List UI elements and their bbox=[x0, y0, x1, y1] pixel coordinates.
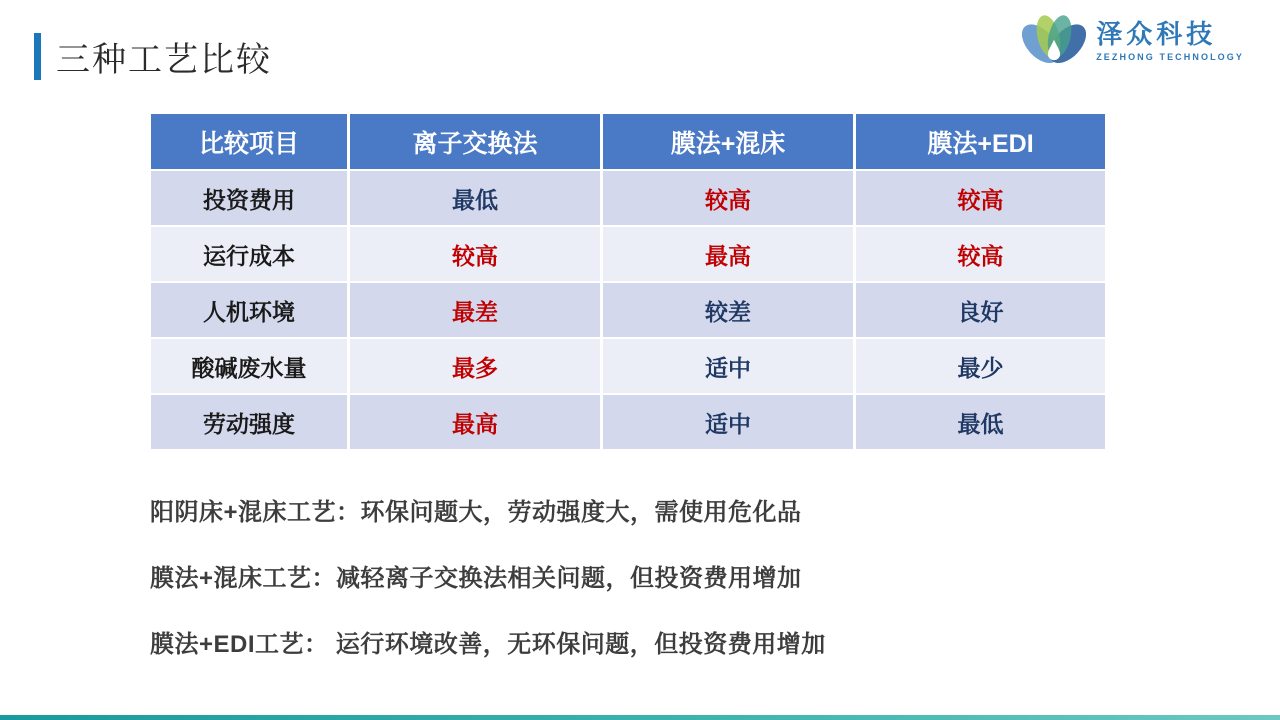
table-cell: 最少 bbox=[856, 339, 1105, 393]
table-cell: 适中 bbox=[603, 339, 853, 393]
table-cell: 最差 bbox=[350, 283, 600, 337]
table-cell: 最多 bbox=[350, 339, 600, 393]
header-cell-item: 比较项目 bbox=[151, 114, 347, 169]
logo-text-block bbox=[1096, 20, 1244, 63]
table-cell: 较高 bbox=[603, 171, 853, 225]
row-label: 酸碱废水量 bbox=[151, 339, 347, 393]
table-row bbox=[151, 283, 1105, 337]
lotus-drop-logo-icon bbox=[1022, 8, 1086, 74]
company-logo bbox=[1022, 8, 1244, 74]
table-row bbox=[151, 227, 1105, 281]
table-row bbox=[151, 339, 1105, 393]
table-cell: 较差 bbox=[603, 283, 853, 337]
logo-company-subtitle: ZEZHONG TECHNOLOGY bbox=[1096, 52, 1244, 63]
table-cell: 较高 bbox=[856, 227, 1105, 281]
table-cell: 良好 bbox=[856, 283, 1105, 337]
logo-company-name: 泽众科技 bbox=[1096, 18, 1217, 49]
note-line-membrane-mixed-bed: 膜法+混床工艺：减轻离子交换法相关问题，但投资费用增加 bbox=[150, 565, 802, 592]
table-cell: 最低 bbox=[856, 395, 1105, 449]
table-row bbox=[151, 395, 1105, 449]
page-title: 三种工艺比较 bbox=[56, 41, 272, 79]
table-cell: 最高 bbox=[603, 227, 853, 281]
row-label: 运行成本 bbox=[151, 227, 347, 281]
process-comparison-table bbox=[148, 112, 1108, 451]
title-accent-bar bbox=[34, 33, 41, 80]
row-label: 人机环境 bbox=[151, 283, 347, 337]
note-line-cation-anion-mixed-bed: 阳阴床+混床工艺：环保问题大，劳动强度大，需使用危化品 bbox=[150, 499, 802, 526]
table-header-row bbox=[151, 114, 1105, 169]
table-cell: 较高 bbox=[350, 227, 600, 281]
table-cell: 较高 bbox=[856, 171, 1105, 225]
header-cell-membrane-mixed-bed: 膜法+混床 bbox=[603, 114, 853, 169]
process-notes bbox=[150, 492, 826, 690]
row-label: 劳动强度 bbox=[151, 395, 347, 449]
header-cell-membrane-edi: 膜法+EDI bbox=[856, 114, 1105, 169]
header-cell-ion-exchange: 离子交换法 bbox=[350, 114, 600, 169]
table-cell: 最高 bbox=[350, 395, 600, 449]
table-cell: 最低 bbox=[350, 171, 600, 225]
bottom-accent-bar bbox=[0, 715, 1280, 720]
table-row bbox=[151, 171, 1105, 225]
note-line-membrane-edi: 膜法+EDI工艺： 运行环境改善，无环保问题，但投资费用增加 bbox=[150, 631, 826, 658]
table-cell: 适中 bbox=[603, 395, 853, 449]
row-label: 投资费用 bbox=[151, 171, 347, 225]
